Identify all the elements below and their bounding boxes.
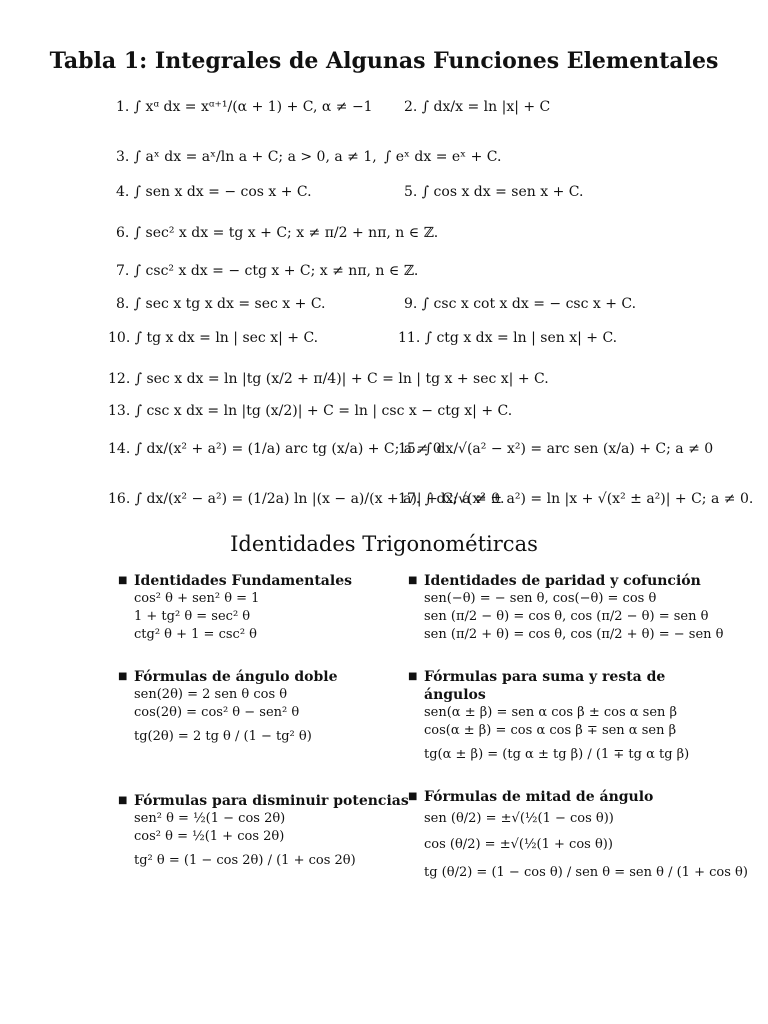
- integral-5: 5. ∫ cos x dx = sen x + C.: [404, 184, 584, 200]
- section-title: Identidades Trigonométircas: [230, 532, 538, 556]
- left-column: [118, 572, 448, 888]
- integral-4: 4. ∫ sen x dx = − cos x + C.: [116, 184, 312, 200]
- integral-14: 14. ∫ dx/(x² + a²) = (1/a) arc tg (x/a) + C; a ≠ 0: [108, 441, 442, 457]
- integral-13: 13. ∫ csc x dx = ln |tg (x/2)| + C = ln | csc x − ctg x| + C.: [108, 403, 513, 419]
- integral-9: 9. ∫ csc x cot x dx = − csc x + C.: [404, 296, 637, 312]
- formula-line: tg(α ± β) = (tg α ± tg β) / (1 ∓ tg α tg β): [424, 747, 690, 762]
- formula-line: sen (π/2 + θ) = cos θ, cos (π/2 + θ) = − sen θ: [424, 627, 724, 642]
- integral-2: 2. ∫ dx/x = ln |x| + C: [404, 99, 551, 115]
- formula-line: cos(2θ) = cos² θ − sen² θ: [134, 705, 300, 720]
- integral-3: 3. ∫ aˣ dx = aˣ/ln a + C; a > 0, a ≠ 1,: [116, 149, 377, 165]
- bullet-icon: ■: [118, 575, 128, 586]
- integral-3b: ∫ eˣ dx = eˣ + C.: [384, 149, 502, 165]
- bullet-icon: ■: [408, 575, 418, 586]
- formula-line: sen (θ/2) = ±√(½(1 − cos θ)): [424, 811, 614, 826]
- bullet-icon: ■: [408, 791, 418, 802]
- integral-6: 6. ∫ sec² x dx = tg x + C; x ≠ π/2 + nπ, n ∈ ℤ.: [116, 225, 439, 241]
- block-heading-text: Identidades Fundamentales: [134, 573, 352, 589]
- integral-7: 7. ∫ csc² x dx = − ctg x + C; x ≠ nπ, n ∈ ℤ.: [116, 263, 419, 279]
- block-heading-text: Fórmulas para disminuir potencias: [134, 793, 409, 809]
- block-angulo-doble: [118, 668, 448, 746]
- integral-15: 15. ∫ dx/√(a² − x²) = arc sen (x/a) + C; a ≠ 0: [398, 441, 714, 457]
- block-heading: [408, 572, 718, 590]
- integral-17: 17. ∫ dx/√(x² ± a²) = ln |x + √(x² ± a²)| + C; a ≠ 0.: [398, 491, 754, 507]
- block-suma-resta: [408, 668, 718, 764]
- formula-line: 1 + tg² θ = sec² θ: [134, 609, 251, 624]
- integral-10: 10. ∫ tg x dx = ln | sec x| + C.: [108, 330, 319, 346]
- block-heading: [118, 792, 448, 810]
- bullet-icon: ■: [118, 671, 128, 682]
- formula-line: cos (θ/2) = ±√(½(1 + cos θ)): [424, 837, 613, 852]
- formula-line: cos² θ + sen² θ = 1: [134, 591, 260, 606]
- page-title: Tabla 1: Integrales de Algunas Funciones Elementales: [49, 48, 719, 74]
- block-mitad: [408, 788, 748, 882]
- formula-line: sen(α ± β) = sen α cos β ± cos α sen β: [424, 705, 678, 720]
- integral-8: 8. ∫ sec x tg x dx = sec x + C.: [116, 296, 326, 312]
- integral-16: 16. ∫ dx/(x² − a²) = (1/2a) ln |(x − a)/(x + a)| + C; a ≠ 0.: [108, 491, 505, 507]
- formula-line: sen(2θ) = 2 sen θ cos θ: [134, 687, 288, 702]
- formula-line: tg(2θ) = 2 tg θ / (1 − tg² θ): [134, 729, 312, 744]
- right-column: [408, 572, 748, 900]
- block-disminuir: [118, 792, 448, 870]
- formula-line: tg (θ/2) = (1 − cos θ) / sen θ = sen θ / (1 + cos θ): [424, 865, 748, 880]
- bullet-icon: ■: [408, 671, 418, 682]
- formula-line: sen (π/2 − θ) = cos θ, cos (π/2 − θ) = sen θ: [424, 609, 709, 624]
- integral-12: 12. ∫ sec x dx = ln |tg (x/2 + π/4)| + C = ln | tg x + sec x| + C.: [108, 371, 549, 387]
- formula-line: sen(−θ) = − sen θ, cos(−θ) = cos θ: [424, 591, 657, 606]
- block-heading-text: Fórmulas de ángulo doble: [134, 669, 338, 685]
- formula-line: cos(α ± β) = cos α cos β ∓ sen α sen β: [424, 723, 677, 738]
- integral-11: 11. ∫ ctg x dx = ln | sen x| + C.: [398, 330, 618, 346]
- formula-line: ctg² θ + 1 = csc² θ: [134, 627, 257, 642]
- bullet-icon: ■: [118, 795, 128, 806]
- block-heading-text: Identidades de paridad y cofunción: [424, 573, 701, 589]
- integral-1: 1. ∫ xᵅ dx = xᵅ⁺¹/(α + 1) + C, α ≠ −1: [116, 99, 373, 115]
- formula-line: cos² θ = ½(1 + cos 2θ): [134, 829, 285, 844]
- block-heading: [408, 668, 718, 704]
- block-heading: [118, 572, 448, 590]
- block-heading-text: Fórmulas para suma y resta de ángulos: [424, 669, 666, 703]
- block-fundamentales: [118, 572, 448, 644]
- block-heading: [408, 788, 718, 806]
- block-heading: [118, 668, 448, 686]
- formula-line: tg² θ = (1 − cos 2θ) / (1 + cos 2θ): [134, 853, 356, 868]
- block-paridad: [408, 572, 724, 644]
- formula-line: sen² θ = ½(1 − cos 2θ): [134, 811, 286, 826]
- block-heading-text: Fórmulas de mitad de ángulo: [424, 789, 654, 805]
